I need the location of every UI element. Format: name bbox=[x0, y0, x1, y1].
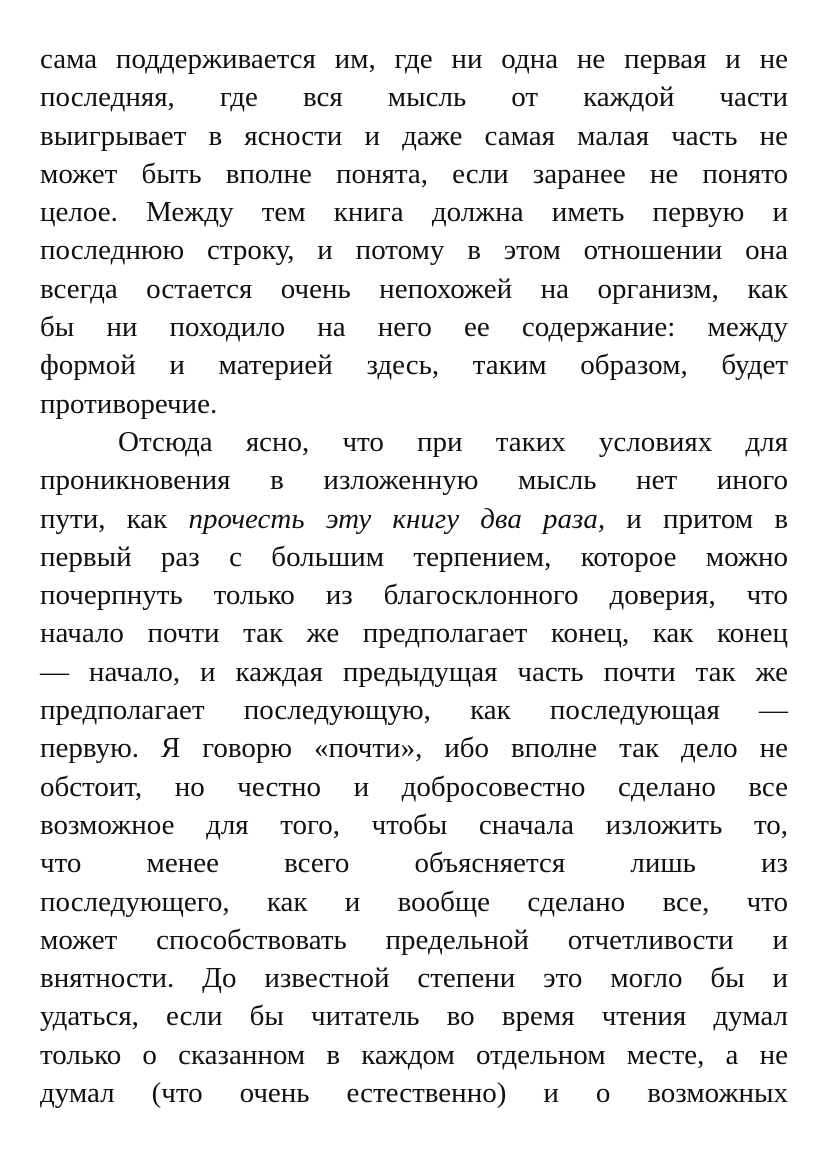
text-line: первую. Я говорю «почти», ибо вполне так дело не bbox=[40, 732, 788, 765]
text-line: внятности. До известной степени это могло бы и bbox=[40, 962, 788, 995]
text-line: последняя, где вся мысль от каждой части bbox=[40, 81, 788, 114]
text-line: возможное для того, чтобы сначала изложить то, bbox=[40, 808, 788, 841]
text-line: проникновения в изложенную мысль нет иного bbox=[40, 464, 788, 497]
text-line: почерпнуть только из благосклонного доверия, что bbox=[40, 579, 788, 612]
text-line-with-emphasis bbox=[40, 500, 788, 538]
text-line: удаться, если бы читатель во время чтения думал bbox=[40, 1000, 788, 1033]
text-line: начало почти так же предполагает конец, как конец bbox=[40, 617, 788, 650]
text-line: выигрывает в ясности и даже самая малая часть не bbox=[40, 119, 788, 152]
text-fragment: пути, как bbox=[40, 502, 189, 535]
emphasis-text: прочесть эту книгу два раза, bbox=[188, 502, 606, 535]
text-line: что менее всего объясняется лишь из bbox=[40, 847, 788, 880]
text-fragment: и притом в bbox=[605, 502, 789, 535]
text-line: обстоит, но честно и добросовестно сделано все bbox=[40, 770, 788, 803]
text-line: может быть вполне понята, если заранее не понято bbox=[40, 157, 788, 190]
paragraph-2 bbox=[40, 423, 788, 1112]
text-line: бы ни походило на него ее содержание: между bbox=[40, 311, 788, 344]
text-line: целое. Между тем книга должна иметь первую и bbox=[40, 196, 788, 229]
text-line: первый раз с большим терпением, которое можно bbox=[40, 540, 788, 573]
text-line: только о сказанном в каждом отдельном месте, а не bbox=[40, 1038, 788, 1071]
text-line: думал (что очень естественно) и о возможных bbox=[40, 1077, 788, 1110]
paragraph-1 bbox=[40, 40, 788, 423]
text-line: последующего, как и вообще сделано все, что bbox=[40, 885, 788, 918]
text-line: последнюю строку, и потому в этом отношении она bbox=[40, 234, 788, 267]
text-line: предполагает последующую, как последующая — bbox=[40, 694, 788, 727]
text-line: — начало, и каждая предыдущая часть почти так же bbox=[40, 655, 788, 688]
text-line: Отсюда ясно, что при таких условиях для bbox=[118, 425, 788, 458]
text-line: противоречие. bbox=[40, 387, 218, 420]
document-page bbox=[40, 40, 788, 1112]
text-line: сама поддерживается им, где ни одна не первая и не bbox=[40, 43, 788, 75]
text-line: может способствовать предельной отчетливости и bbox=[40, 923, 788, 956]
text-line: всегда остается очень непохожей на организм, как bbox=[40, 272, 788, 305]
text-line: формой и материей здесь, таким образом, будет bbox=[40, 349, 788, 382]
